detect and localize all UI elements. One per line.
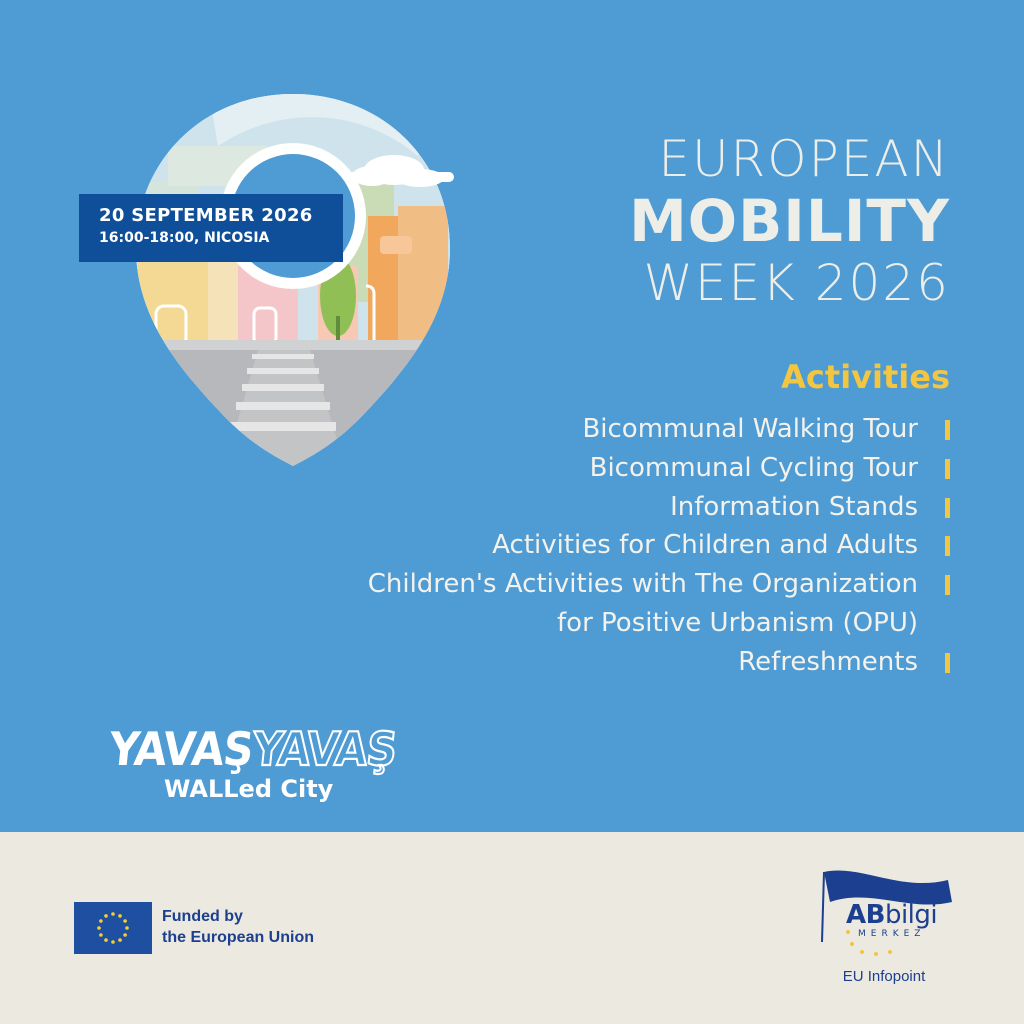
event-date-label — [79, 194, 343, 262]
activity-label: Refreshments — [738, 646, 918, 677]
eu-funding-line-2: the European Union — [162, 929, 314, 946]
activity-label: Information Stands — [670, 491, 918, 522]
activity-marker — [945, 536, 950, 556]
abbilgi-brand-bold: AB — [846, 900, 885, 930]
activity-marker — [945, 459, 950, 479]
abbilgi-brand-light: bilgi — [884, 900, 938, 930]
activity-item — [368, 449, 918, 488]
yavas-wordmark — [106, 722, 399, 776]
activity-label: Children's Activities with The Organization — [367, 569, 918, 600]
activity-item — [368, 526, 918, 565]
yavas-yavas-logo — [106, 722, 399, 822]
activity-label: Bicommunal Walking Tour — [582, 414, 918, 444]
activities-list — [368, 410, 918, 682]
yavas-word-2: YAVAŞ — [249, 722, 399, 776]
eu-flag-icon — [74, 902, 152, 954]
activity-item — [368, 643, 918, 682]
abbilgi-merkez: MERKEZ — [858, 929, 926, 939]
activity-label: for Positive Urbanism (OPU) — [557, 607, 918, 638]
activity-label: Bicommunal Cycling Tour — [589, 452, 918, 483]
activity-item — [368, 604, 918, 643]
eu-funding-text — [162, 906, 314, 948]
title-line-european: EUROPEAN — [658, 130, 950, 188]
activity-marker — [945, 575, 950, 595]
activity-item — [368, 410, 918, 449]
title-line-mobility: MOBILITY — [629, 187, 950, 255]
activity-item — [368, 488, 918, 527]
eu-infopoint-caption: EU Infopoint — [842, 968, 926, 985]
event-date: 20 SEPTEMBER 2026 — [99, 205, 313, 226]
abbilgi-wordmark — [846, 900, 937, 930]
activity-marker — [945, 498, 950, 518]
event-title — [629, 128, 950, 314]
title-line-week: WEEK 2026 — [643, 254, 950, 312]
activity-marker — [945, 420, 950, 440]
activities-heading: Activities — [781, 358, 950, 396]
eu-funding-line-1: Funded by — [162, 908, 243, 925]
event-time-place: 16:00-18:00, NICOSIA — [99, 230, 270, 246]
walled-city-label: WALLed City — [164, 775, 334, 803]
yavas-word-1: YAVAŞ — [106, 722, 256, 776]
activity-marker — [945, 653, 950, 673]
activity-item — [368, 565, 918, 604]
activity-label: Activities for Children and Adults — [492, 530, 918, 561]
